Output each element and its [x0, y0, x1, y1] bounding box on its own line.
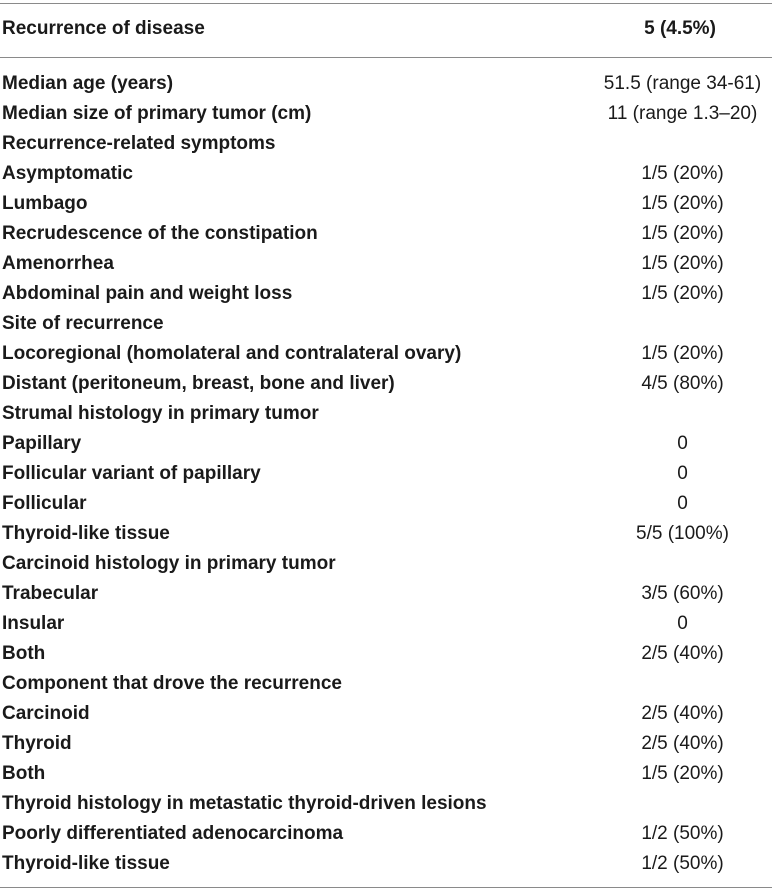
table-row — [0, 550, 772, 580]
row-label: Component that drove the recurrence — [2, 673, 342, 694]
table-row — [0, 580, 772, 610]
row-label: Thyroid — [2, 733, 72, 754]
row-label: Follicular — [2, 493, 87, 514]
row-value: 4/5 (80%) — [641, 373, 724, 394]
table-row — [0, 790, 772, 820]
table-row — [0, 160, 772, 190]
row-value: 1/2 (50%) — [641, 853, 724, 874]
table-row — [0, 220, 772, 250]
table-row — [0, 310, 772, 340]
row-value: 1/5 (20%) — [641, 343, 724, 364]
table-row — [0, 100, 772, 130]
table-row — [0, 250, 772, 280]
row-value: 1/5 (20%) — [641, 283, 724, 304]
table-row — [0, 730, 772, 760]
table-top-rule — [0, 3, 772, 4]
row-label: Asymptomatic — [2, 163, 133, 184]
row-label: Both — [2, 643, 46, 664]
table-row — [0, 700, 772, 730]
row-label: Carcinoid histology in primary tumor — [2, 553, 336, 574]
row-value: 2/5 (40%) — [641, 703, 724, 724]
row-value: 0 — [677, 613, 688, 634]
row-label: Site of recurrence — [2, 313, 164, 334]
row-label: Abdominal pain and weight loss — [2, 283, 293, 304]
table-row — [0, 670, 772, 700]
row-label: Carcinoid — [2, 703, 90, 724]
table-row — [0, 640, 772, 670]
row-value: 51.5 (range 34-61) — [603, 73, 762, 94]
row-value: 1/5 (20%) — [641, 763, 724, 784]
row-label: Recrudescence of the constipation — [2, 223, 318, 244]
table-body — [0, 70, 772, 880]
table-row — [0, 190, 772, 220]
row-value: 1/5 (20%) — [641, 193, 724, 214]
row-label: Median age (years) — [2, 73, 174, 94]
row-label: Insular — [2, 613, 65, 634]
row-label: Trabecular — [2, 583, 99, 604]
table-row — [0, 460, 772, 490]
table-row — [0, 850, 772, 880]
table-header-row — [0, 6, 772, 56]
row-value: 1/2 (50%) — [641, 823, 724, 844]
row-label: Follicular variant of papillary — [2, 463, 261, 484]
row-label: Locoregional (homolateral and contralateral ovary) — [2, 343, 462, 364]
row-value: 0 — [677, 493, 688, 514]
row-label: Papillary — [2, 433, 82, 454]
table-row — [0, 610, 772, 640]
row-label: Median size of primary tumor (cm) — [2, 103, 312, 124]
table-row — [0, 130, 772, 160]
row-label: Recurrence-related symptoms — [2, 133, 276, 154]
row-value: 1/5 (20%) — [641, 253, 724, 274]
table-row — [0, 430, 772, 460]
row-value: 3/5 (60%) — [641, 583, 724, 604]
row-label: Amenorrhea — [2, 253, 114, 274]
table-row — [0, 490, 772, 520]
table-row — [0, 340, 772, 370]
row-value: 0 — [677, 463, 688, 484]
row-label: Thyroid-like tissue — [2, 523, 170, 544]
table-row — [0, 820, 772, 850]
row-value: 0 — [677, 433, 688, 454]
row-label: Strumal histology in primary tumor — [2, 403, 319, 424]
row-label: Distant (peritoneum, breast, bone and liver) — [2, 373, 395, 394]
table-row — [0, 760, 772, 790]
header-label: Recurrence of disease — [2, 18, 205, 39]
table-row — [0, 70, 772, 100]
header-value: 5 (4.5%) — [644, 18, 716, 39]
row-label: Thyroid histology in metastatic thyroid-driven lesions — [2, 793, 487, 814]
row-label: Both — [2, 763, 46, 784]
table-row — [0, 520, 772, 550]
row-value: 2/5 (40%) — [641, 643, 724, 664]
table-header-rule — [0, 57, 772, 58]
row-value: 1/5 (20%) — [641, 223, 724, 244]
table-row — [0, 400, 772, 430]
row-label: Thyroid-like tissue — [2, 853, 170, 874]
table-row — [0, 280, 772, 310]
row-value: 1/5 (20%) — [641, 163, 724, 184]
table-bottom-rule — [0, 887, 772, 888]
row-label: Poorly differentiated adenocarcinoma — [2, 823, 344, 844]
row-value: 5/5 (100%) — [636, 523, 729, 544]
row-value: 2/5 (40%) — [641, 733, 724, 754]
table-row — [0, 370, 772, 400]
row-label: Lumbago — [2, 193, 88, 214]
row-value: 11 (range 1.3–20) — [607, 103, 758, 124]
